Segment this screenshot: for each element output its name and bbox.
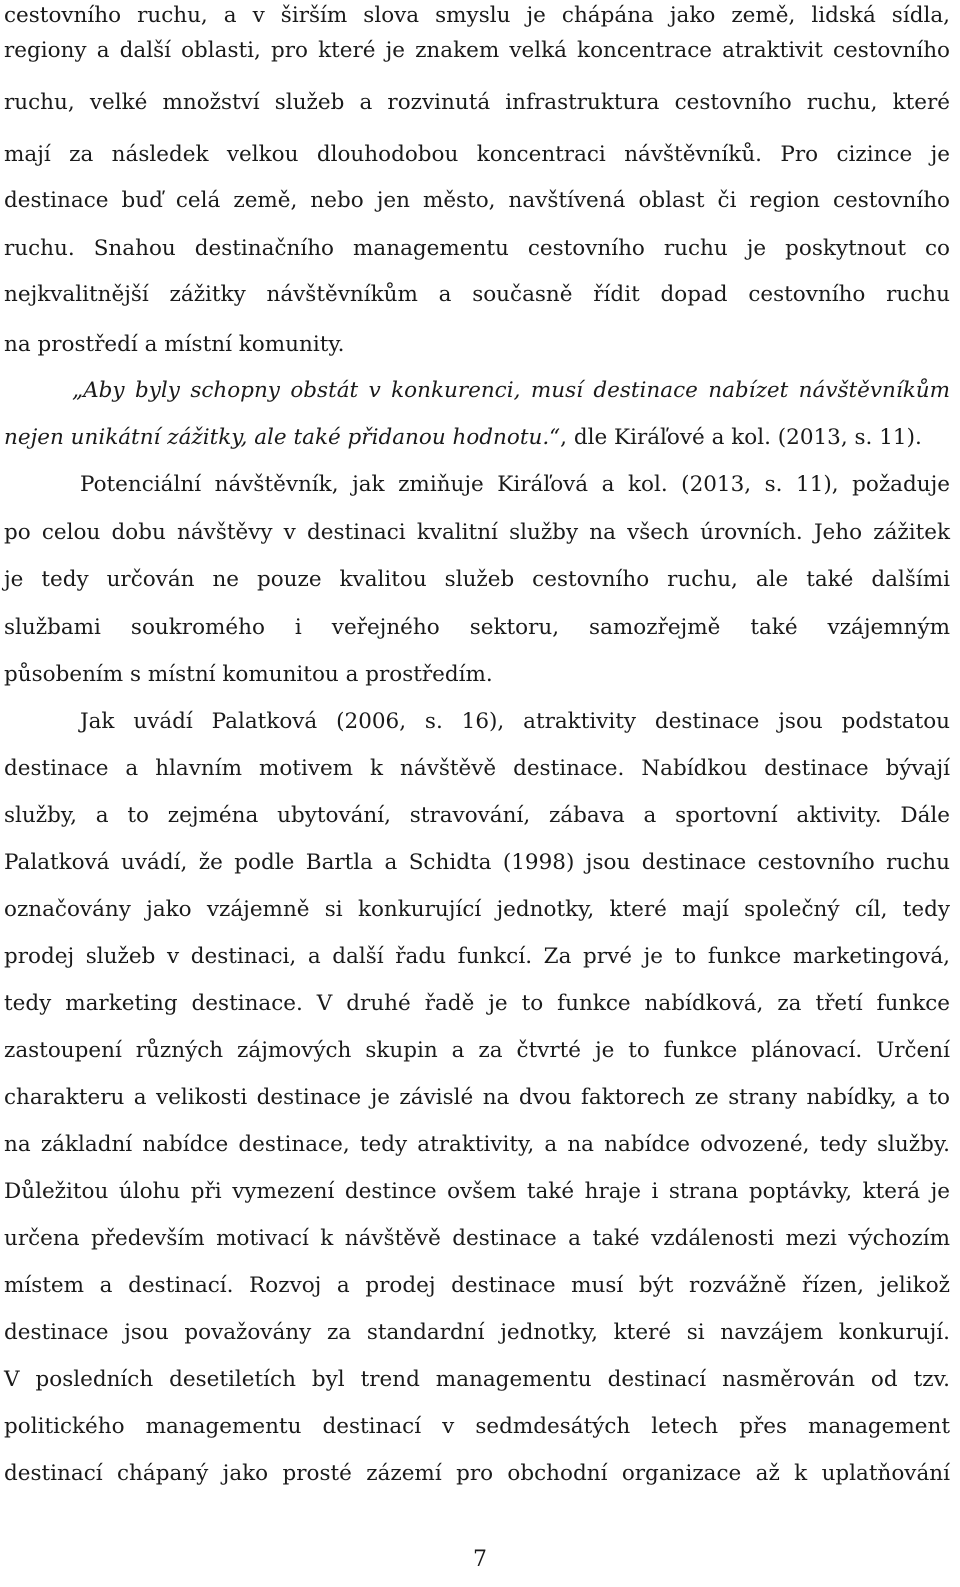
- quote-text: nejen unikátní zážitky, ale také přidanou hodnotu.“: [4, 425, 561, 450]
- text-line: destinace jsou považovány za standardní jednotky, které si navzájem konkurují.: [4, 1320, 950, 1345]
- text-line: mají za následek velkou dlouhodobou koncentraci návštěvníků. Pro cizince je: [4, 142, 950, 167]
- text-line: cestovního ruchu, a v širším slova smyslu je chápána jako země, lidská sídla,: [4, 3, 950, 28]
- text-line: regiony a další oblasti, pro které je znakem velká koncentrace atraktivit cestovního: [4, 38, 950, 63]
- text-line: prodej služeb v destinaci, a další řadu funkcí. Za prvé je to funkce marketingová,: [4, 944, 950, 969]
- text-line: Jak uvádí Palatková (2006, s. 16), atraktivity destinace jsou podstatou: [80, 709, 950, 734]
- text-line: místem a destinací. Rozvoj a prodej destinace musí být rozvážně řízen, jelikož: [4, 1273, 950, 1298]
- text-line: služby, a to zejména ubytování, stravování, zábava a sportovní aktivity. Dále: [4, 803, 950, 828]
- quote-line: „Aby byly schopny obstát v konkurenci, musí destinace nabízet návštěvníkům: [72, 378, 950, 403]
- quote-citation: , dle Kiráľové a kol. (2013, s. 11).: [560, 425, 922, 450]
- text-line: určena především motivací k návštěvě destinace a také vzdálenosti mezi výchozím: [4, 1226, 950, 1251]
- text-line: působením s místní komunitou a prostředím.: [4, 662, 493, 687]
- text-line: tedy marketing destinace. V druhé řadě je to funkce nabídková, za třetí funkce: [4, 991, 950, 1016]
- text-line: ruchu, velké množství služeb a rozvinutá infrastruktura cestovního ruchu, které: [4, 90, 950, 115]
- text-line: po celou dobu návštěvy v destinaci kvalitní služby na všech úrovních. Jeho zážitek: [4, 520, 950, 545]
- text-line: charakteru a velikosti destinace je závislé na dvou faktorech ze strany nabídky, a to: [4, 1085, 950, 1110]
- text-line: Palatková uvádí, že podle Bartla a Schidta (1998) jsou destinace cestovního ruchu: [4, 850, 950, 875]
- text-line: označovány jako vzájemně si konkurující jednotky, které mají společný cíl, tedy: [4, 897, 950, 922]
- page-number: 7: [473, 1547, 487, 1572]
- text-line: destinací chápaný jako prosté zázemí pro obchodní organizace až k uplatňování: [4, 1461, 950, 1486]
- quote-line: [4, 418, 950, 458]
- text-line: Důležitou úlohu při vymezení destince ovšem také hraje i strana poptávky, která je: [4, 1179, 950, 1204]
- text-line: politického managementu destinací v sedmdesátých letech přes management: [4, 1414, 950, 1439]
- text-line: na základní nabídce destinace, tedy atraktivity, a na nabídce odvozené, tedy služby.: [4, 1132, 950, 1157]
- text-line: V posledních desetiletích byl trend managementu destinací nasměrován od tzv.: [4, 1367, 950, 1392]
- text-line: je tedy určován ne pouze kvalitou služeb cestovního ruchu, ale také dalšími: [4, 567, 950, 592]
- text-line: destinace a hlavním motivem k návštěvě destinace. Nabídkou destinace bývají: [4, 756, 950, 781]
- text-line: destinace buď celá země, nebo jen město, navštívená oblast či region cestovního: [4, 188, 950, 213]
- text-line: nejkvalitnější zážitky návštěvníkům a současně řídit dopad cestovního ruchu: [4, 282, 950, 307]
- text-line: zastoupení různých zájmových skupin a za čtvrté je to funkce plánovací. Určení: [4, 1038, 950, 1063]
- text-line: ruchu. Snahou destinačního managementu cestovního ruchu je poskytnout co: [4, 236, 950, 261]
- text-line: Potenciální návštěvník, jak zmiňuje Kiráľová a kol. (2013, s. 11), požaduje: [80, 472, 950, 497]
- text-line: službami soukromého i veřejného sektoru, samozřejmě také vzájemným: [4, 615, 950, 640]
- text-line: na prostředí a místní komunity.: [4, 332, 345, 357]
